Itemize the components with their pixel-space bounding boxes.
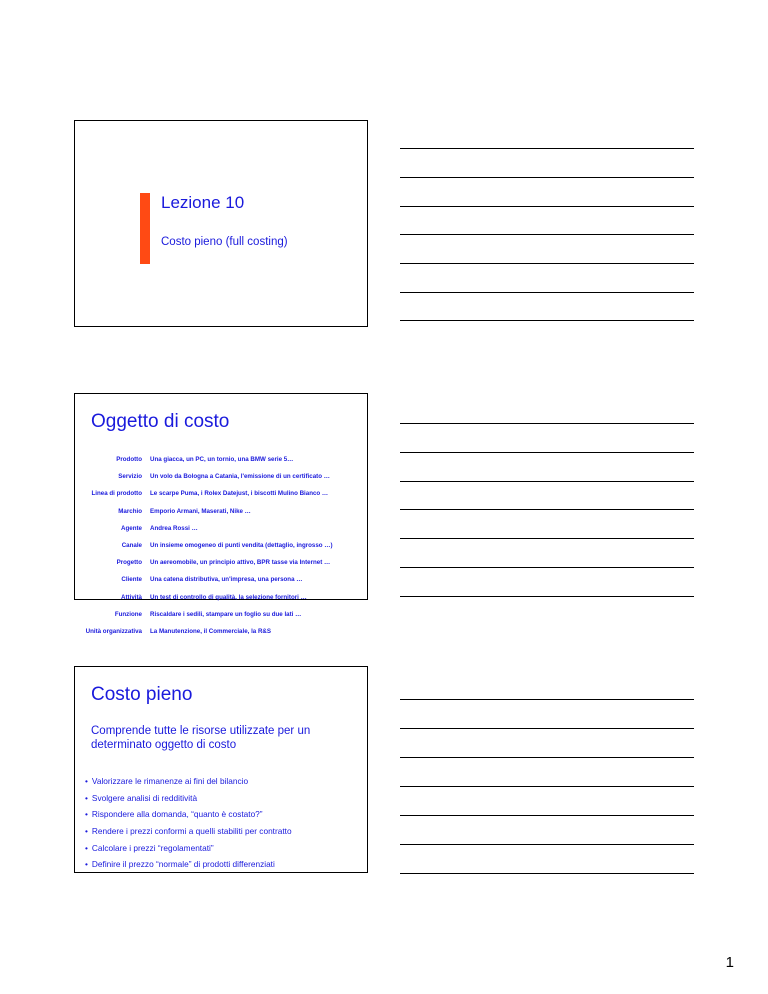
- table-row: [75, 554, 367, 571]
- definition-text: Comprende tutte le risorse utilizzate per un determinato oggetto di costo: [91, 725, 311, 751]
- note-line: [400, 567, 694, 568]
- row-description: La Manutenzione, il Commerciale, la R&S: [150, 627, 272, 635]
- row-label: Unità organizzativa: [85, 627, 142, 635]
- row-description: Un volo da Bologna a Catania, l'emissione di un certificato …: [150, 473, 330, 481]
- note-line: [400, 481, 694, 482]
- table-row: [75, 623, 367, 640]
- note-line: [400, 538, 694, 539]
- table-row: [75, 606, 367, 623]
- row-description: Una giacca, un PC, un tornio, una BMW serie 5…: [150, 456, 294, 464]
- row-description: Riscaldare i sedili, stampare un foglio su due lati …: [150, 610, 302, 618]
- note-line: [400, 423, 694, 424]
- note-line: [400, 292, 694, 293]
- row-description: Un aereomobile, un principio attivo, BPR tasse via Internet …: [150, 559, 331, 567]
- note-line: [400, 148, 694, 149]
- row-label: Progetto: [116, 559, 142, 567]
- lesson-title: Lezione 10: [161, 193, 245, 212]
- slide-1: [74, 120, 368, 327]
- list-item: • Rendere i prezzi conformi a quelli stabiliti per contratto: [85, 823, 292, 840]
- row-label: Marchio: [118, 507, 142, 515]
- bullet-list: [85, 773, 292, 873]
- note-line: [400, 263, 694, 264]
- note-line: [400, 509, 694, 510]
- list-item: • Calcolare i prezzi “regolamentati”: [85, 840, 292, 857]
- note-line: [400, 596, 694, 597]
- table-row: [75, 503, 367, 520]
- note-line: [400, 786, 694, 787]
- row-description: Andrea Rossi …: [150, 524, 198, 532]
- title-accent-bar: [140, 193, 150, 264]
- note-line: [400, 452, 694, 453]
- table-row: [75, 520, 367, 537]
- row-description: Le scarpe Puma, i Rolex Datejust, i biscotti Mulino Bianco …: [150, 490, 329, 498]
- row-label: Servizio: [118, 473, 142, 481]
- row-description: Una catena distributiva, un'impresa, una persona …: [150, 576, 303, 584]
- slide-3: [74, 666, 368, 873]
- table-row: [75, 571, 367, 588]
- note-line: [400, 873, 694, 874]
- row-label: Canale: [121, 542, 142, 550]
- row-description: Emporio Armani, Maserati, Nike …: [150, 507, 251, 515]
- list-item: • Valorizzare le rimanenze ai fini del bilancio: [85, 773, 292, 790]
- note-line: [400, 728, 694, 729]
- note-line: [400, 177, 694, 178]
- row-label: Cliente: [121, 576, 142, 584]
- row-description: Un test di controllo di qualità, la selezione fornitori …: [150, 593, 307, 601]
- note-line: [400, 320, 694, 321]
- row-label: Attività: [121, 593, 142, 601]
- table-row: [75, 451, 367, 468]
- row-label: Agente: [121, 524, 142, 532]
- row-label: Prodotto: [116, 456, 142, 464]
- note-line: [400, 234, 694, 235]
- list-item: • Definire il prezzo “normale” di prodotti differenziati: [85, 856, 292, 873]
- row-label: Funzione: [114, 610, 142, 618]
- table-row: [75, 589, 367, 606]
- page-number: 1: [725, 954, 734, 971]
- row-description: Un insieme omogeneo di punti vendita (dettaglio, ingrosso …): [150, 542, 333, 550]
- note-line: [400, 699, 694, 700]
- list-item: • Rispondere alla domanda, “quanto è costato?”: [85, 806, 292, 823]
- table-row: [75, 468, 367, 485]
- slide-title: Costo pieno: [91, 684, 193, 705]
- note-line: [400, 815, 694, 816]
- note-line: [400, 757, 694, 758]
- row-label: Linea di prodotto: [91, 490, 142, 498]
- slide-2: [74, 393, 368, 635]
- note-line: [400, 206, 694, 207]
- list-item: • Svolgere analisi di redditività: [85, 790, 292, 807]
- lesson-subtitle: Costo pieno (full costing): [161, 236, 288, 248]
- table-row: [75, 537, 367, 554]
- slide-title: Oggetto di costo: [91, 411, 230, 432]
- note-line: [400, 844, 694, 845]
- table-row: [75, 485, 367, 502]
- cost-object-table: [75, 451, 367, 640]
